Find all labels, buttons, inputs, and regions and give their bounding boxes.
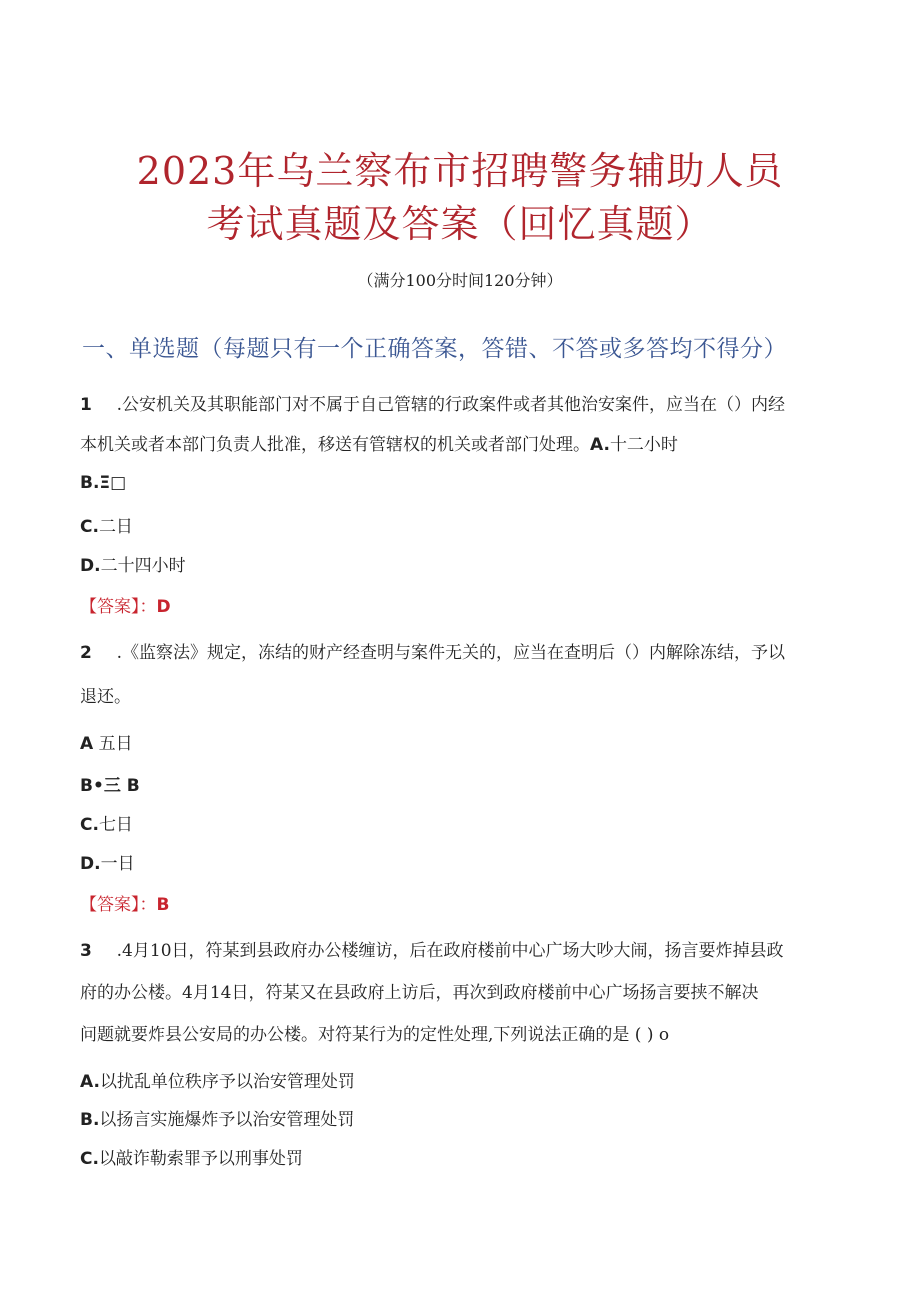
question-1-line2: [80, 430, 678, 455]
answer-label: 【答案】：: [80, 895, 157, 915]
question-text: .4月10日，符某到县政府办公楼缠访，后在政府楼前中心广场大吵大闹，扬言要炸掉县政: [116, 941, 784, 961]
option-text: 以扰乱单位秩序予以治安管理处罚: [99, 1072, 355, 1092]
document-title-line1: 2023年乌兰察布市招聘警务辅助人员: [136, 149, 784, 193]
question-number: 3: [80, 941, 92, 961]
question-3-option-b: [80, 1105, 354, 1130]
option-label: C.: [80, 1149, 99, 1169]
option-label: B.: [80, 473, 100, 493]
question-text: .公安机关及其职能部门对不属于自己管辖的行政案件或者其他治安案件，应当在（）内经: [116, 395, 786, 415]
option-text: 一日: [100, 854, 135, 874]
section-heading: 一、单选题（每题只有一个正确答案，答错、不答或多答均不得分）: [82, 336, 787, 362]
question-text: .《监察法》规定，冻结的财产经查明与案件无关的，应当在查明后（）内解除冻结，予以: [116, 643, 786, 663]
answer-label: 【答案】：: [80, 597, 157, 617]
option-text: 三 B: [103, 776, 140, 796]
question-1-option-b: [80, 473, 126, 493]
option-label: A: [80, 734, 94, 754]
question-text: 问题就要炸县公安局的办公楼。对符某行为的定性处理,下列说法正确的是 ( ) o: [80, 1025, 670, 1045]
option-text: 七日: [98, 815, 133, 835]
question-number: 2: [80, 643, 92, 663]
question-1-option-c: [80, 512, 133, 537]
question-text: 府的办公楼。4月14日，符某又在县政府上访后，再次到政府楼前中心广场扬言要挟不解决: [80, 983, 759, 1003]
question-1-line1: [80, 390, 785, 415]
question-3-option-c: [80, 1144, 303, 1169]
question-2-option-a: [80, 729, 133, 754]
question-2-option-d: [80, 849, 135, 874]
option-text: 以扬言实施爆炸予以治安管理处罚: [99, 1110, 355, 1130]
question-3-line1: [80, 936, 784, 961]
option-text: 二日: [98, 517, 133, 537]
option-label: A.: [80, 1072, 100, 1092]
question-1-option-d: [80, 551, 186, 576]
option-text: Ξ□: [99, 473, 127, 493]
option-label: C.: [80, 517, 99, 537]
question-2-option-b: [80, 771, 140, 796]
option-label: A.: [590, 435, 610, 455]
option-text: 十二小时: [609, 435, 678, 455]
question-1-answer: [80, 592, 171, 617]
question-text: 退还。: [80, 687, 131, 707]
answer-value: D: [156, 597, 171, 617]
question-3-line2: [80, 978, 758, 1003]
question-text: 本机关或者本部门负责人批准，移送有管辖权的机关或者部门处理。: [80, 435, 590, 455]
question-2-line1: [80, 638, 785, 663]
option-label: B•: [80, 776, 104, 796]
question-number: 1: [80, 395, 92, 415]
option-label: B.: [80, 1110, 100, 1130]
option-text: 以敲诈勒索罪予以刑事处罚: [98, 1149, 303, 1169]
answer-value: B: [156, 895, 170, 915]
question-3-option-a: [80, 1067, 355, 1092]
question-2-option-c: [80, 810, 133, 835]
question-3-line3: [80, 1020, 669, 1045]
document-subtitle: （满分100分时间120分钟）: [357, 271, 563, 290]
question-2-line2: [80, 682, 131, 707]
option-text: 五日: [98, 734, 133, 754]
option-label: D.: [80, 556, 101, 576]
option-label: C.: [80, 815, 99, 835]
document-title-line2: 考试真题及答案（回忆真题）: [206, 202, 714, 246]
option-label: D.: [80, 854, 101, 874]
option-text: 二十四小时: [100, 556, 186, 576]
question-2-answer: [80, 890, 169, 915]
